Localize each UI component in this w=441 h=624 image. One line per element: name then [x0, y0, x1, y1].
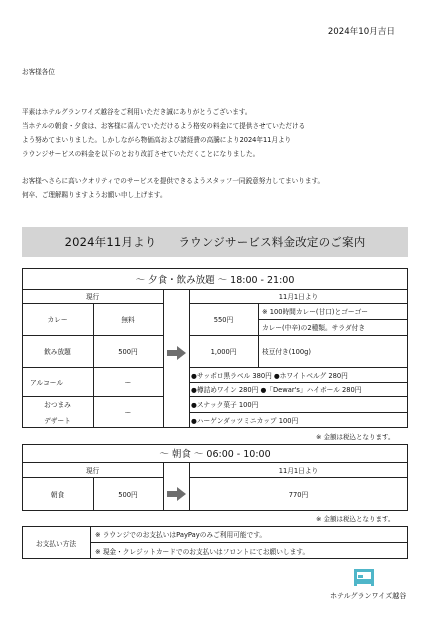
new-header: 11月1日より	[278, 293, 319, 301]
drink-current-price: 500円	[118, 348, 138, 356]
body-line: 平素はホテルグランワイズ越谷をご利用いただき誠にありがとうございます。	[22, 108, 252, 116]
body-line: お客様へさらに高いクオリティでのサービスを提供できるようスタッフ一同鋭意努力してまいります。	[22, 177, 325, 185]
salutation: お客様各位	[22, 68, 55, 76]
document-date: 2024年10月吉日	[327, 27, 395, 37]
banner-title: ラウンジサービス料金改定のご案内	[178, 235, 366, 249]
divider	[163, 289, 164, 428]
tax-note: ※ 金額は税込となります。	[316, 433, 395, 441]
arrow-right-icon	[167, 487, 186, 501]
alcohol-dash: ー	[124, 378, 132, 387]
curry-new-price: 550円	[213, 316, 234, 324]
tax-note: ※ 金額は税込となります。	[316, 515, 395, 523]
alcohol-item: ●樽詰めワイン 280円 ●「Dewar's」ハイボール 280円	[191, 386, 362, 394]
payment-label: お支払い方法	[35, 539, 77, 548]
alcohol-item: ●サッポロ黒ラベル 380円 ●ホワイトベルグ 280円	[191, 371, 348, 380]
drink-label: 飲み放題	[44, 348, 71, 356]
breakfast-current-price: 500円	[118, 491, 138, 499]
current-header: 現行	[85, 466, 100, 475]
dinner-title: ～ 夕食・飲み放題 ～ 18:00 - 21:00	[135, 274, 295, 286]
breakfast-new-price: 770円	[288, 491, 309, 499]
breakfast-label: 朝食	[50, 491, 65, 499]
curry-current-price: 無料	[121, 316, 135, 324]
body-line: ラウンジサービスの料金を以下のとおり改訂させていただくことになりました。	[22, 150, 260, 158]
dessert-label: デザート	[44, 417, 71, 425]
bed-icon	[353, 568, 375, 587]
snack-item: ●スナック菓子 100円	[191, 401, 259, 409]
new-header: 11月1日より	[278, 466, 319, 475]
banner-date: 2024年11月より	[64, 235, 157, 249]
breakfast-title: ～ 朝食 ～ 06:00 - 10:00	[159, 449, 271, 460]
alcohol-label: アルコール	[30, 378, 64, 387]
payment-note: ※ 現金・クレジットカードでのお支払いはフロントにてお願いします。	[95, 547, 310, 556]
snack-dash: ー	[124, 409, 132, 417]
snack-item: ●ハーゲンダッツミニカップ 100円	[191, 417, 299, 425]
curry-label: カレー	[47, 316, 68, 324]
arrow-right-icon	[167, 346, 186, 360]
hotel-name: ホテルグランワイズ越谷	[330, 592, 407, 600]
curry-note: カレー(中辛)の2種類。サラダ付き	[262, 324, 366, 332]
snack-label: おつまみ	[44, 401, 71, 409]
body-line: 何卒、ご理解賜りますようお願い申し上げます。	[22, 191, 167, 199]
current-header: 現行	[85, 293, 100, 301]
body-line: よう努めてまいりました。しかしながら物価高および諸経費の高騰により2024年11月より	[22, 136, 292, 144]
drink-note: 枝豆付き(100g)	[262, 348, 311, 356]
payment-note: ※ ラウンジでのお支払いはPayPayのみご利用可能です。	[95, 531, 267, 539]
divider	[163, 462, 164, 511]
announcement-banner	[22, 227, 408, 257]
curry-note: ※ 100時間カレー(甘口)とゴーゴー	[262, 308, 368, 316]
drink-new-price: 1,000円	[210, 348, 237, 356]
body-line: 当ホテルの朝食・夕食は、お客様に喜んでいただけるよう格安の料金にて提供させていただける	[22, 122, 306, 130]
